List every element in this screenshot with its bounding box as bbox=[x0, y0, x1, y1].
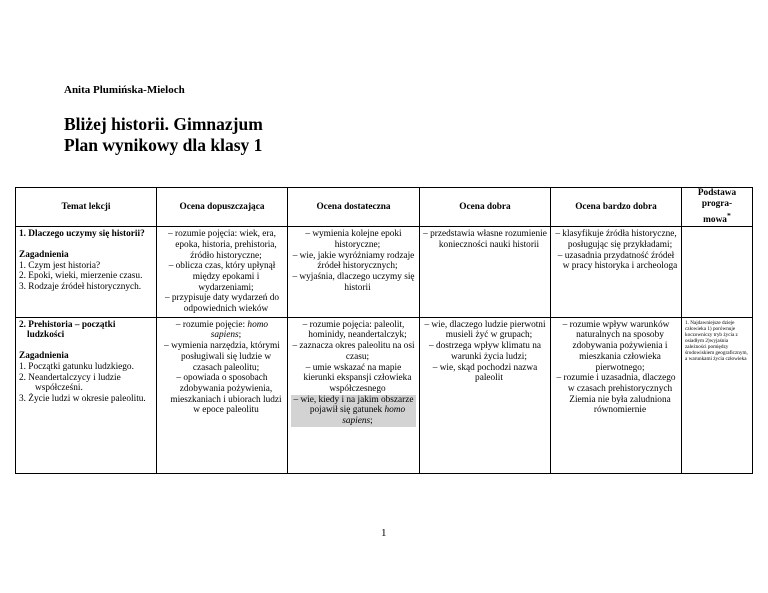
header-grade-4: Ocena dobra bbox=[420, 188, 551, 227]
lesson-topic-line-2: ludzkości bbox=[27, 330, 65, 341]
requirement-item: – rozumie i uzasadnia, dlaczego w czasach prehistorycznych Ziemia nie była zaludniona równomiernie bbox=[556, 373, 676, 416]
table-header-row bbox=[16, 188, 753, 227]
requirement-item: – zaznacza okres paleolitu na osi czasu; bbox=[292, 341, 415, 362]
grade-2-cell bbox=[157, 227, 288, 318]
issue-item: 2. Epoki, wieki, mierzenie czasu. bbox=[19, 271, 143, 282]
requirement-item: – uzasadnia przydatność źródeł w pracy historyka i archeologa bbox=[557, 250, 678, 272]
requirement-item: – rozumie wpływ warunków naturalnych na sposoby zdobywania pożywienia i mieszkania człowieka pierwotnego; bbox=[562, 319, 670, 373]
requirement-item: – dostrzega wpływ klimatu na warunki życia ludzi; bbox=[428, 341, 542, 362]
grade-5-cell bbox=[551, 227, 682, 318]
plan-table bbox=[15, 187, 753, 474]
lesson-topic bbox=[19, 320, 153, 341]
header-requirements-line-2: progra- bbox=[701, 199, 733, 209]
issue-item: 2. Neandertalczycy i ludzie współcześni. bbox=[19, 372, 121, 394]
grade-4-cell bbox=[420, 227, 551, 318]
issues-label: Zagadnienia bbox=[19, 249, 69, 260]
requirement-item: – wie, dlaczego ludzie pierwotni musieli żyć w grupach; bbox=[424, 319, 546, 341]
requirement-item: – przypisuje daty wydarzeń do odpowiednich wieków bbox=[164, 293, 280, 315]
header-grade-5: Ocena bardzo dobra bbox=[551, 188, 682, 227]
header-grade-3: Ocena dostateczna bbox=[288, 188, 420, 227]
header-grade-2: Ocena dopuszczająca bbox=[157, 188, 288, 227]
requirement-item: – wie, jakie wyróżniamy rodzaje źródeł historycznych; bbox=[292, 250, 415, 272]
grade-4-cell bbox=[420, 317, 551, 473]
lesson-topic-line-1: 2. Prehistoria – początki bbox=[19, 319, 116, 330]
page-number: 1 bbox=[381, 527, 387, 539]
header-requirements bbox=[682, 188, 753, 227]
topic-cell bbox=[16, 317, 157, 473]
requirements-cell bbox=[682, 227, 753, 318]
requirement-item: – rozumie pojęcia: wiek, era, epoka, historia, prehistoria, źródło historyczne; bbox=[168, 229, 277, 261]
requirement-item: – opowiada o sposobach zdobywania pożywienia, mieszkaniach i ubiorach ludzi w epoce paleolitu bbox=[170, 373, 282, 416]
table-row bbox=[16, 317, 753, 473]
grade-3-cell bbox=[288, 317, 420, 473]
lesson-topic: 1. Dlaczego uczymy się historii? bbox=[19, 229, 145, 240]
highlighted-requirement-item: – wie, kiedy i na jakim obszarze pojawił się gatunek homo sapiens; bbox=[291, 395, 416, 427]
requirement-item: – przedstawia własne rozumienie konieczności nauki historii bbox=[423, 229, 547, 250]
requirement-item: – rozumie pojęcie: homo sapiens; bbox=[175, 319, 269, 341]
issue-item: 1. Początki gatunku ludzkiego. bbox=[19, 361, 134, 372]
requirement-item: – klasyfikuje źródła historyczne, posługując się przykładami; bbox=[555, 229, 677, 250]
issues-label: Zagadnienia bbox=[19, 351, 69, 362]
issue-item: 3. Rodzaje źródeł historycznych. bbox=[19, 281, 142, 292]
requirement-item: – wymienia kolejne epoki historyczne; bbox=[305, 229, 402, 250]
issue-item: 1. Czym jest historia? bbox=[19, 260, 101, 271]
document-title bbox=[64, 114, 263, 156]
header-requirements-line-1: Podstawa bbox=[697, 188, 737, 198]
title-line-1: Bliżej historii. Gimnazjum bbox=[64, 114, 263, 134]
table-row bbox=[16, 227, 753, 318]
header-requirements-line-3: mowa* bbox=[703, 211, 731, 226]
issue-item: 3. Życie ludzi w okresie paleolitu. bbox=[19, 393, 146, 404]
requirement-item: – rozumie pojęcia: paleolit, hominidy, neandertalczyk; bbox=[302, 319, 407, 341]
grade-5-cell bbox=[551, 317, 682, 473]
author-name: Anita Plumińska-Mieloch bbox=[64, 84, 185, 96]
requirement-item: – wie, skąd pochodzi nazwa paleolit bbox=[432, 362, 538, 384]
requirements-cell: 1. Najdawniejsze dzieje człowieka 1) porównuje koczowniczy tryb życia z osiadłym 2)wyjaśnia zależności pomiędzy środowiskiem geograficznym, a warunkami życia człowieka bbox=[682, 317, 753, 473]
header-topic: Temat lekcji bbox=[16, 188, 157, 227]
grade-2-cell bbox=[157, 317, 288, 473]
footnote-mark: * bbox=[726, 211, 731, 220]
title-line-2: Plan wynikowy dla klasy 1 bbox=[64, 135, 263, 155]
requirement-item: – wymienia narzędzia, którymi posługiwali się ludzie w czasach paleolitu; bbox=[164, 341, 280, 373]
topic-cell bbox=[16, 227, 157, 318]
requirement-item: – umie wskazać na mapie kierunki ekspansji człowieka współczesnego bbox=[303, 362, 412, 394]
grade-3-cell bbox=[288, 227, 420, 318]
requirement-item: – oblicza czas, który upłynął między epokami i wydarzeniami; bbox=[168, 261, 276, 293]
requirement-item: – wyjaśnia, dlaczego uczymy się historii bbox=[292, 271, 415, 293]
